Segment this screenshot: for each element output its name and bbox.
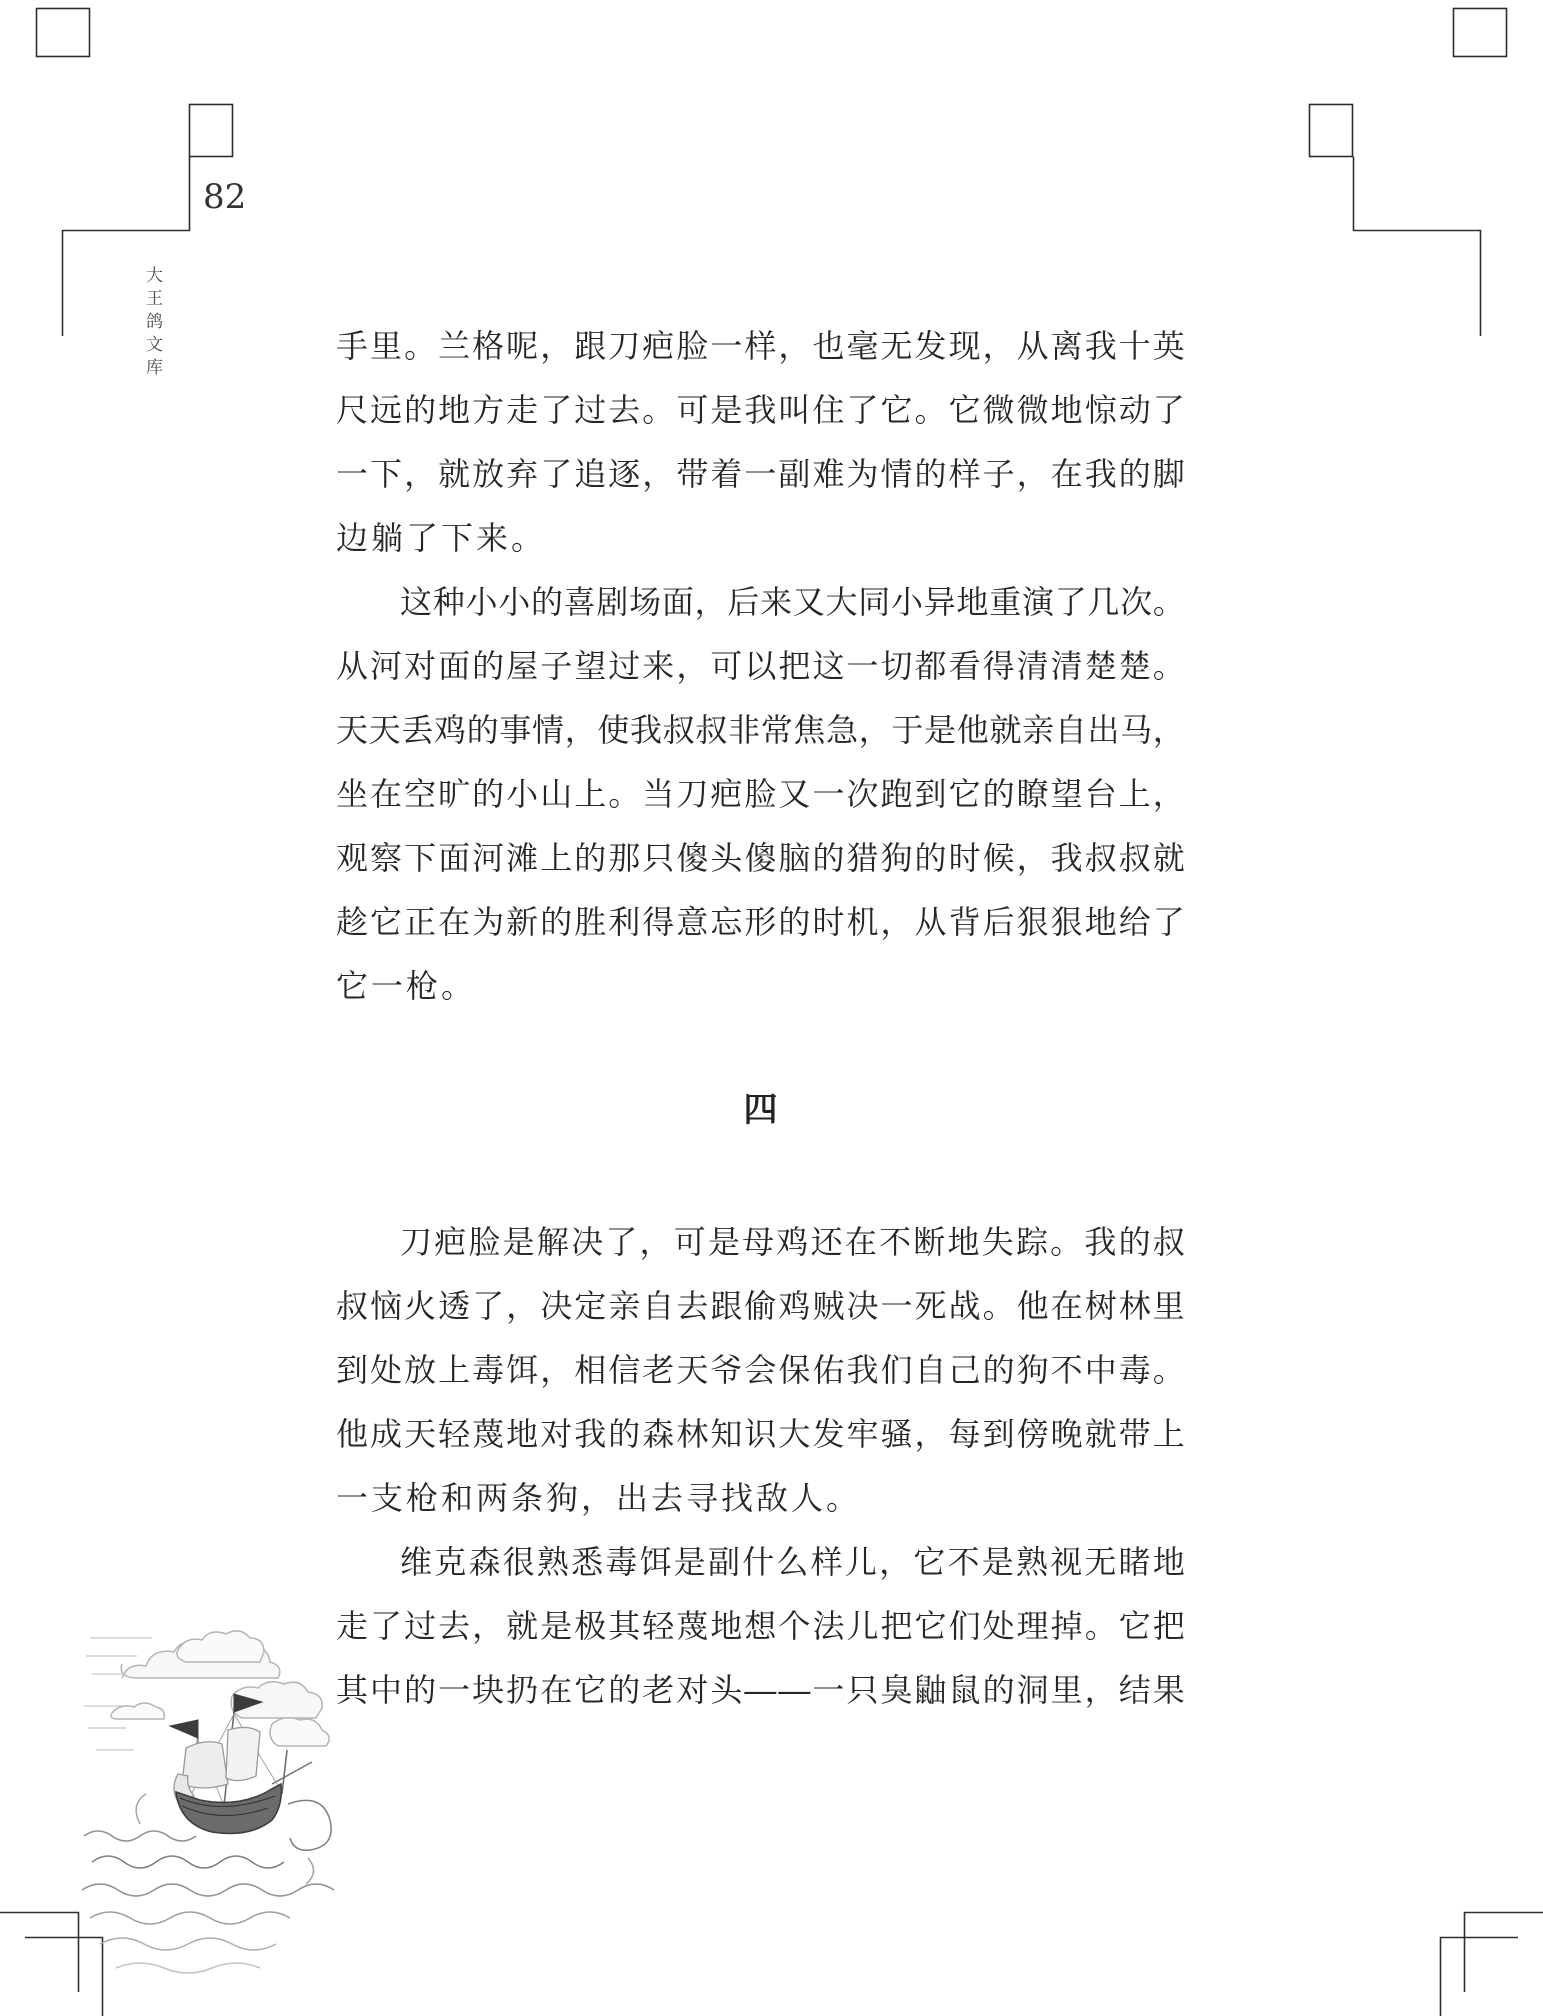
ship-sails [174,1727,260,1802]
text-block-1 [336,314,1185,1018]
text-line: 叔 恼 火 透 了 ， 决 定 亲 自 去 跟 偷 鸡 贼 决 一 死 战 。 他 在 树 林 里 [336,1288,1185,1324]
ship-hull [176,1784,281,1834]
text-line: 天 天 丢 鸡 的 事 情 ， 使 我 叔 叔 非 常 焦 急 ， 于 是 他 就 亲 自 出 马 ， [336,712,1185,748]
fold-mark-square-tr-outer [1454,9,1507,57]
text-line: 一 下 ， 就 放 弃 了 追 逐 ， 带 着 一 副 难 为 情 的 样 子 ， 在 我 的 脚 [336,456,1185,492]
sailing-ship-illustration [82,1578,350,1986]
text-line: 坐 在 空 旷 的 小 山 上 。 当 刀 疤 脸 又 一 次 跑 到 它 的 瞭 望 台 上 ， [336,776,1185,812]
fold-mark-bracket-tl [63,157,190,337]
text-line: 一支枪和两条狗，出去寻找敌人。 [336,1480,862,1516]
text-line: 走 了 过 去 ， 就 是 极 其 轻 蔑 地 想 个 法 儿 把 它 们 处 理 掉 。 它 把 [336,1608,1185,1644]
fold-mark-bracket-tr [1354,157,1481,337]
text-line: 手 里 。 兰 格 呢 ， 跟 刀 疤 脸 一 样 ， 也 毫 无 发 现 ， 从 离 我 十 英 [336,328,1185,364]
text-line: 他 成 天 轻 蔑 地 对 我 的 森 林 知 识 大 发 牢 骚 ， 每 到 傍 晚 就 带 上 [336,1416,1185,1452]
text-line: 从 河 对 面 的 屋 子 望 过 来 ， 可 以 把 这 一 切 都 看 得 清 清 楚 楚 。 [336,648,1185,684]
text-block-2 [336,1210,1185,1722]
crop-mark-br-inner [1441,1938,1519,2016]
crop-mark-bl-outer [0,1913,79,1993]
text-line: 尺 远 的 地 方 走 了 过 去 。 可 是 我 叫 住 了 它 。 它 微 微 地 惊 动 了 [336,392,1185,428]
fold-mark-square-tl-outer [37,9,90,57]
cloud-sketch [84,1631,329,1750]
page-number: 82 [203,177,247,217]
text-line: 边躺了下来。 [336,520,547,556]
text-line: 观 察 下 面 河 滩 上 的 那 只 傻 头 傻 脑 的 猎 狗 的 时 候 ， 我 叔 叔 就 [336,840,1185,876]
text-line-paragraph-start: 维 克 森 很 熟 悉 毒 饵 是 副 什 么 样 儿 ， 它 不 是 熟 视 无 睹 地 [400,1544,1185,1580]
fold-mark-square-tl-inner [190,105,233,157]
text-line: 到 处 放 上 毒 饵 ， 相 信 老 天 爷 会 保 佑 我 们 自 己 的 狗 不 中 毒 。 [336,1352,1185,1388]
text-line: 趁 它 正 在 为 新 的 胜 利 得 意 忘 形 的 时 机 ， 从 背 后 狠 狠 地 给 了 [336,904,1185,940]
series-title-vertical: 大王鸽文库 [143,266,162,381]
text-line: 它一枪。 [336,968,477,1004]
fold-mark-square-tr-inner [1310,105,1353,157]
text-line-paragraph-start: 这 种 小 小 的 喜 剧 场 面 ， 后 来 又 大 同 小 异 地 重 演 了 几 次 。 [400,584,1185,620]
text-line-paragraph-start: 刀 疤 脸 是 解 决 了 ， 可 是 母 鸡 还 在 不 断 地 失 踪 。 我 的 叔 [400,1224,1185,1260]
crop-mark-br-outer [1465,1913,1543,1993]
section-heading: 四 [743,1091,778,1129]
text-line: 其 中 的 一 块 扔 在 它 的 老 对 头 — — 一 只 臭 鼬 鼠 的 洞 里 ， 结 果 [336,1672,1185,1708]
